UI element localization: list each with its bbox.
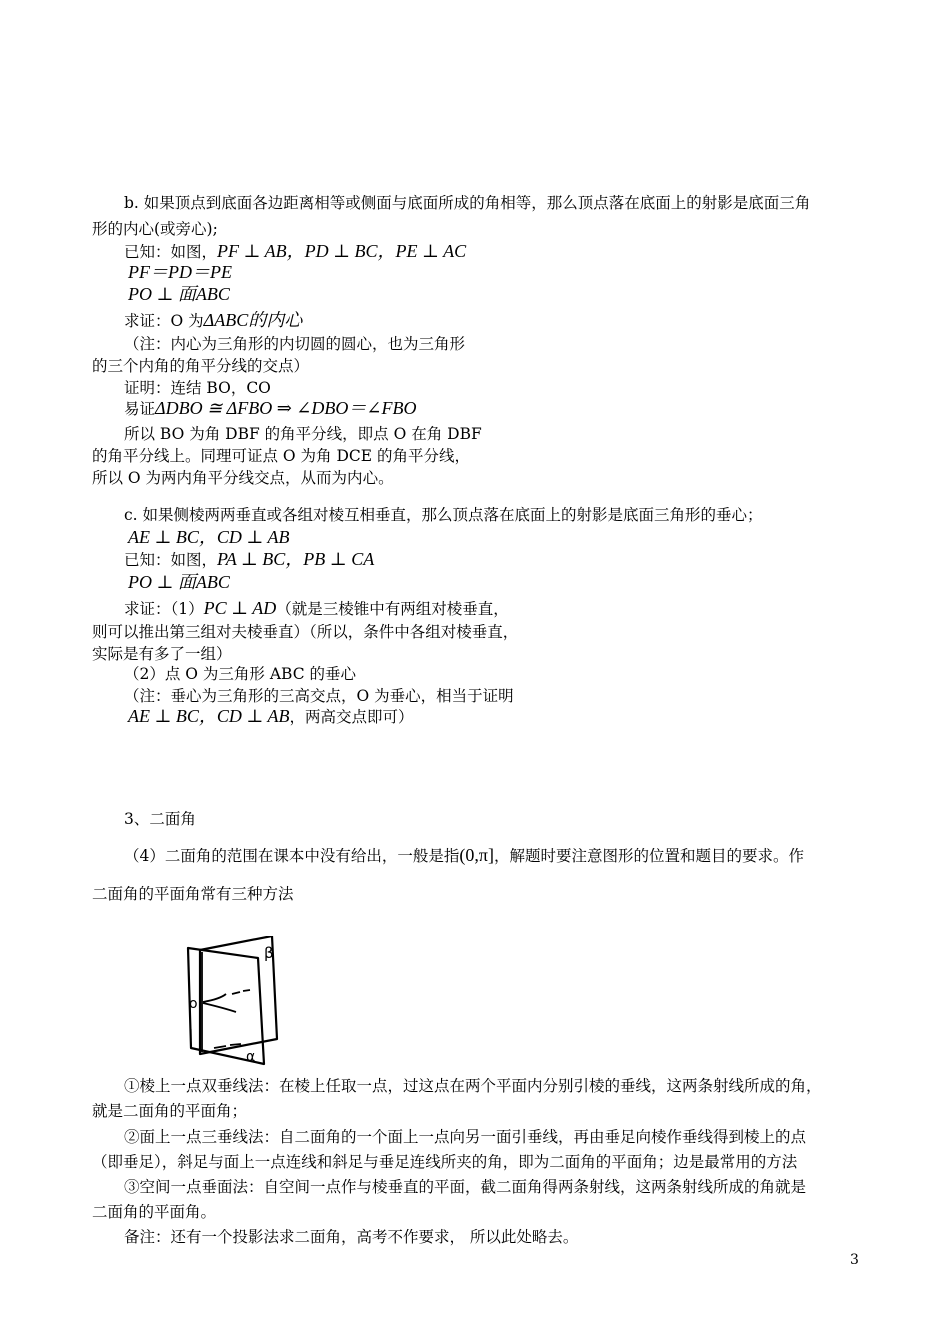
c-prove-math: PC ⊥ AD — [203, 598, 277, 618]
remark: 备注：还有一个投影法求二面角，高考不作要求， 所以此处略去。 — [124, 1228, 579, 1246]
ray-lower — [203, 1003, 236, 1012]
c-heading: c. 如果侧棱两两垂直或各组对棱互相垂直，那么顶点落在底面上的射影是底面三角形的垂心； — [124, 506, 763, 524]
b-easy-math: ΔDBO ≅ ΔFBO ⇒ ∠DBO＝∠FBO — [155, 398, 417, 418]
b-note-line2: 的三个内角的角平分线的交点） — [92, 357, 310, 375]
p4-text-b: ，解题时要注意图形的位置和题目的要求。作 — [493, 847, 804, 865]
method1-line2: 就是二面角的平面角； — [92, 1102, 248, 1120]
section3-p4-line2: 二面角的平面角常有三种方法 — [92, 885, 294, 903]
b-prove-prefix: 求证：O 为 — [124, 312, 204, 330]
label-l: l — [189, 1028, 193, 1044]
dihedral-angle-figure — [186, 936, 286, 1072]
method2-line2: （即垂足），斜足与面上一点连线和斜足与垂足连线所夹的角，即为二面角的平面角；边是最常用的方法 — [92, 1153, 798, 1171]
p4-text-a: （4）二面角的范围在课本中没有给出，一般是指 — [124, 847, 460, 865]
c-prove-line2: 则可以推出第三组对夫棱垂直）（所以，条件中各组对棱垂直， — [92, 623, 519, 641]
b-proof-line5: 所以 O 为两内角平分线交点，从而为内心。 — [92, 469, 394, 487]
b-proof-line3: 所以 BO 为角 DBF 的角平分线，即点 O 在角 DBF — [124, 425, 482, 443]
b-heading-line1: b. 如果顶点到底面各边距离相等或侧面与底面所成的角相等，那么顶点落在底面上的射影是底面三角 — [124, 194, 811, 212]
c-given-math: PA ⊥ BC，PB ⊥ CA — [217, 549, 375, 569]
b-proof-line1: 证明：连结 BO，CO — [124, 379, 271, 397]
c-note-suffix: ，两高交点即可） — [289, 708, 414, 726]
c-note-line2 — [128, 706, 414, 727]
p4-interval-math: (0,π] — [459, 845, 494, 865]
c-prove-suffix: （就是三棱锥中有两组对棱垂直， — [276, 600, 509, 618]
section3-p4-line1 — [124, 845, 804, 866]
c-prove-line4: （2）点 O 为三角形 ABC 的垂心 — [124, 665, 357, 683]
b-easy-prefix: 易证 — [124, 400, 156, 418]
method3-line2: 二面角的平面角。 — [92, 1203, 217, 1221]
ray-upper — [203, 994, 226, 1002]
b-equal-distances: PF＝PD＝PE — [128, 262, 232, 282]
page-number: 3 — [850, 1252, 859, 1268]
b-proof-easy — [124, 398, 416, 419]
c-prove — [124, 598, 509, 619]
b-given-math: PF ⊥ AB，PD ⊥ BC，PE ⊥ AC — [217, 241, 467, 261]
c-prove-line3: 实际是有多了一组） — [92, 645, 232, 663]
b-given — [124, 241, 466, 262]
c-condition-math: AE ⊥ BC，CD ⊥ AB — [128, 527, 290, 547]
b-prove-math: ΔABC的内心 — [203, 310, 303, 330]
c-note-math: AE ⊥ BC，CD ⊥ AB — [128, 706, 290, 726]
method1-line1: ①棱上一点双垂线法：在棱上任取一点，过这点在两个平面内分别引棱的垂线，这两条射线所成的角， — [124, 1077, 822, 1095]
method3-line1: ③空间一点垂面法：自空间一点作与棱垂直的平面，截二面角得两条射线，这两条射线所成的角就是 — [124, 1178, 807, 1196]
c-given — [124, 549, 374, 570]
section3-title: 3、二面角 — [124, 810, 196, 828]
c-note-line1: （注：垂心为三角形的三高交点，O 为垂心，相当于证明 — [124, 687, 514, 705]
b-prove — [124, 310, 302, 331]
c-given-prefix: 已知：如图， — [124, 551, 218, 569]
c-po-perpendicular: PO ⊥ 面ABC — [128, 572, 230, 592]
label-beta: β — [264, 944, 274, 962]
b-note-line1: （注：内心为三角形的内切圆的圆心，也为三角形 — [124, 335, 466, 353]
b-po-perpendicular: PO ⊥ 面ABC — [128, 284, 230, 304]
b-heading-line2: 形的内心(或旁心); — [92, 220, 218, 238]
label-o: o — [189, 996, 198, 1012]
b-proof-line4: 的角平分线上。同理可证点 O 为角 DCE 的角平分线， — [92, 447, 471, 465]
label-alpha: α — [246, 1049, 256, 1065]
method2-line1: ②面上一点三垂线法：自二面角的一个面上一点向另一面引垂线，再由垂足向棱作垂线得到棱上的点 — [124, 1128, 807, 1146]
b-given-prefix: 已知：如图， — [124, 243, 218, 261]
c-prove-prefix: 求证：（1） — [124, 600, 204, 618]
